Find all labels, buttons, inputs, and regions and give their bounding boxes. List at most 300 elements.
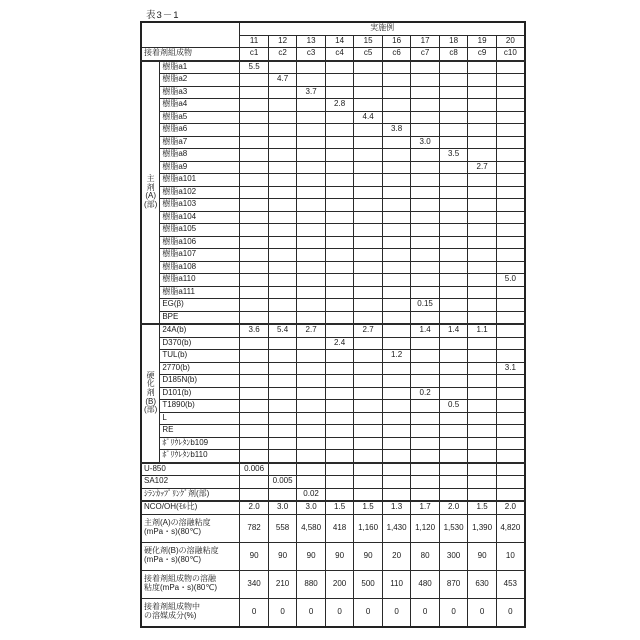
value-cell bbox=[354, 286, 383, 299]
value-cell: 3.7 bbox=[297, 86, 326, 99]
value-cell: 2.0 bbox=[240, 501, 269, 514]
value-cell: 0 bbox=[411, 598, 440, 627]
value-cell bbox=[325, 61, 354, 74]
value-cell bbox=[268, 211, 297, 224]
table-row bbox=[141, 286, 525, 299]
table-row bbox=[141, 350, 525, 363]
example-number: 13 bbox=[297, 35, 326, 48]
value-cell: 0.006 bbox=[240, 463, 269, 476]
value-cell: 10 bbox=[496, 542, 525, 570]
value-cell: 2.0 bbox=[439, 501, 468, 514]
value-cell bbox=[411, 86, 440, 99]
value-cell bbox=[268, 61, 297, 74]
value-cell bbox=[439, 286, 468, 299]
value-cell bbox=[325, 437, 354, 450]
value-cell bbox=[354, 261, 383, 274]
example-number: 18 bbox=[439, 35, 468, 48]
value-cell bbox=[240, 476, 269, 489]
value-cell: 1.5 bbox=[325, 501, 354, 514]
value-cell bbox=[411, 476, 440, 489]
row-label: 樹脂a7 bbox=[160, 136, 240, 149]
value-cell bbox=[439, 161, 468, 174]
value-cell bbox=[382, 375, 411, 388]
example-number: 11 bbox=[240, 35, 269, 48]
value-cell bbox=[439, 437, 468, 450]
value-cell bbox=[268, 463, 297, 476]
table-row bbox=[141, 501, 525, 514]
table-row bbox=[141, 598, 525, 627]
value-cell bbox=[411, 211, 440, 224]
value-cell bbox=[268, 199, 297, 212]
table-row bbox=[141, 149, 525, 162]
value-cell: 5.4 bbox=[268, 324, 297, 337]
value-cell bbox=[240, 437, 269, 450]
value-cell bbox=[382, 488, 411, 501]
row-label: L bbox=[160, 412, 240, 425]
table-row bbox=[141, 542, 525, 570]
value-cell bbox=[354, 476, 383, 489]
value-cell bbox=[297, 437, 326, 450]
value-cell bbox=[240, 337, 269, 350]
row-label: 樹脂a101 bbox=[160, 174, 240, 187]
value-cell bbox=[411, 286, 440, 299]
value-cell: 1.1 bbox=[468, 324, 497, 337]
value-cell bbox=[468, 311, 497, 324]
value-cell bbox=[297, 412, 326, 425]
table-row bbox=[141, 570, 525, 598]
value-cell bbox=[496, 211, 525, 224]
value-cell bbox=[382, 286, 411, 299]
value-cell bbox=[297, 174, 326, 187]
value-cell bbox=[325, 236, 354, 249]
value-cell bbox=[496, 476, 525, 489]
value-cell: 0.15 bbox=[411, 299, 440, 312]
value-cell: 500 bbox=[354, 570, 383, 598]
value-cell bbox=[268, 437, 297, 450]
value-cell: 2.7 bbox=[297, 324, 326, 337]
value-cell bbox=[496, 299, 525, 312]
value-cell bbox=[382, 311, 411, 324]
value-cell: 0.005 bbox=[268, 476, 297, 489]
value-cell bbox=[240, 362, 269, 375]
value-cell bbox=[297, 362, 326, 375]
value-cell bbox=[411, 236, 440, 249]
value-cell: 210 bbox=[268, 570, 297, 598]
value-cell bbox=[468, 476, 497, 489]
composition-code: c2 bbox=[268, 48, 297, 61]
value-cell bbox=[325, 161, 354, 174]
table-row bbox=[141, 124, 525, 137]
value-cell bbox=[439, 350, 468, 363]
value-cell: 1.4 bbox=[411, 324, 440, 337]
value-cell bbox=[382, 299, 411, 312]
value-cell bbox=[297, 186, 326, 199]
value-cell bbox=[325, 249, 354, 262]
value-cell: 880 bbox=[297, 570, 326, 598]
section-label: 主剤(A) (部) bbox=[141, 61, 160, 325]
table-body bbox=[141, 61, 525, 627]
value-cell bbox=[468, 463, 497, 476]
value-cell bbox=[325, 286, 354, 299]
value-cell bbox=[268, 261, 297, 274]
value-cell: 1,430 bbox=[382, 514, 411, 542]
row-label: 接着剤組成物の溶融 粘度(mPa・s)(80℃) bbox=[141, 570, 240, 598]
value-cell: 1,120 bbox=[411, 514, 440, 542]
value-cell bbox=[297, 337, 326, 350]
value-cell bbox=[468, 286, 497, 299]
value-cell: 0 bbox=[240, 598, 269, 627]
table-row bbox=[141, 274, 525, 287]
table-row bbox=[141, 186, 525, 199]
value-cell bbox=[268, 450, 297, 463]
value-cell bbox=[268, 86, 297, 99]
value-cell bbox=[439, 450, 468, 463]
row-label: SA102 bbox=[141, 476, 240, 489]
value-cell bbox=[496, 488, 525, 501]
row-label: 樹脂a108 bbox=[160, 261, 240, 274]
value-cell bbox=[439, 337, 468, 350]
row-label: ﾎﾟﾘｳﾚﾀﾝb110 bbox=[160, 450, 240, 463]
value-cell bbox=[411, 99, 440, 112]
value-cell bbox=[496, 400, 525, 413]
row-label: 樹脂a3 bbox=[160, 86, 240, 99]
value-cell: 4,820 bbox=[496, 514, 525, 542]
value-cell bbox=[468, 224, 497, 237]
value-cell bbox=[382, 274, 411, 287]
value-cell bbox=[468, 375, 497, 388]
value-cell bbox=[439, 299, 468, 312]
value-cell bbox=[354, 174, 383, 187]
value-cell bbox=[468, 149, 497, 162]
value-cell bbox=[411, 375, 440, 388]
row-label: 主剤(A)の溶融粘度 (mPa・s)(80℃) bbox=[141, 514, 240, 542]
value-cell: 870 bbox=[439, 570, 468, 598]
value-cell: 20 bbox=[382, 542, 411, 570]
value-cell bbox=[382, 400, 411, 413]
row-label: 樹脂a110 bbox=[160, 274, 240, 287]
value-cell bbox=[240, 224, 269, 237]
value-cell bbox=[496, 186, 525, 199]
value-cell bbox=[411, 111, 440, 124]
value-cell bbox=[240, 488, 269, 501]
value-cell bbox=[468, 124, 497, 137]
example-number: 15 bbox=[354, 35, 383, 48]
corner-cell bbox=[141, 22, 240, 48]
value-cell bbox=[240, 99, 269, 112]
value-cell bbox=[325, 387, 354, 400]
value-cell bbox=[382, 199, 411, 212]
value-cell bbox=[439, 211, 468, 224]
value-cell bbox=[382, 74, 411, 87]
value-cell bbox=[468, 350, 497, 363]
value-cell bbox=[439, 274, 468, 287]
value-cell bbox=[382, 136, 411, 149]
value-cell bbox=[297, 299, 326, 312]
value-cell bbox=[297, 99, 326, 112]
value-cell bbox=[439, 199, 468, 212]
value-cell bbox=[268, 249, 297, 262]
value-cell bbox=[297, 61, 326, 74]
value-cell bbox=[439, 61, 468, 74]
value-cell bbox=[411, 124, 440, 137]
value-cell: 3.0 bbox=[297, 501, 326, 514]
value-cell: 5.0 bbox=[496, 274, 525, 287]
composition-code: c9 bbox=[468, 48, 497, 61]
value-cell bbox=[297, 124, 326, 137]
value-cell bbox=[411, 274, 440, 287]
value-cell bbox=[297, 261, 326, 274]
value-cell: 480 bbox=[411, 570, 440, 598]
value-cell bbox=[240, 311, 269, 324]
example-number: 16 bbox=[382, 35, 411, 48]
row-label: 硬化剤(B)の溶融粘度 (mPa・s)(80℃) bbox=[141, 542, 240, 570]
value-cell bbox=[496, 375, 525, 388]
value-cell bbox=[382, 463, 411, 476]
value-cell bbox=[354, 425, 383, 438]
table-row bbox=[141, 249, 525, 262]
value-cell bbox=[297, 224, 326, 237]
table-row bbox=[141, 61, 525, 74]
value-cell bbox=[268, 111, 297, 124]
value-cell bbox=[382, 224, 411, 237]
value-cell: 0 bbox=[297, 598, 326, 627]
value-cell bbox=[240, 174, 269, 187]
value-cell: 0 bbox=[382, 598, 411, 627]
value-cell bbox=[382, 425, 411, 438]
value-cell bbox=[268, 400, 297, 413]
value-cell bbox=[468, 362, 497, 375]
value-cell bbox=[240, 261, 269, 274]
examples-group-label: 実施例 bbox=[240, 22, 525, 35]
row-label: RE bbox=[160, 425, 240, 438]
example-number: 14 bbox=[325, 35, 354, 48]
value-cell bbox=[268, 136, 297, 149]
value-cell bbox=[468, 74, 497, 87]
value-cell bbox=[240, 186, 269, 199]
row-label: EG(β) bbox=[160, 299, 240, 312]
value-cell bbox=[354, 488, 383, 501]
value-cell bbox=[496, 324, 525, 337]
value-cell: 200 bbox=[325, 570, 354, 598]
composition-code: c7 bbox=[411, 48, 440, 61]
value-cell: 1.5 bbox=[468, 501, 497, 514]
table-row bbox=[141, 74, 525, 87]
value-cell bbox=[496, 61, 525, 74]
value-cell: 1.5 bbox=[354, 501, 383, 514]
value-cell bbox=[468, 387, 497, 400]
value-cell bbox=[268, 174, 297, 187]
value-cell: 558 bbox=[268, 514, 297, 542]
value-cell bbox=[268, 350, 297, 363]
value-cell: 300 bbox=[439, 542, 468, 570]
value-cell bbox=[354, 74, 383, 87]
value-cell bbox=[325, 274, 354, 287]
value-cell: 630 bbox=[468, 570, 497, 598]
row-label: U-850 bbox=[141, 463, 240, 476]
row-label: T1890(b) bbox=[160, 400, 240, 413]
composition-code: c8 bbox=[439, 48, 468, 61]
row-label: 樹脂a2 bbox=[160, 74, 240, 87]
table-row bbox=[141, 450, 525, 463]
value-cell bbox=[382, 387, 411, 400]
value-cell bbox=[325, 86, 354, 99]
value-cell bbox=[325, 375, 354, 388]
value-cell bbox=[382, 450, 411, 463]
value-cell bbox=[297, 111, 326, 124]
value-cell bbox=[268, 124, 297, 137]
row-label: 樹脂a106 bbox=[160, 236, 240, 249]
value-cell: 90 bbox=[325, 542, 354, 570]
value-cell bbox=[240, 211, 269, 224]
value-cell bbox=[439, 261, 468, 274]
value-cell bbox=[297, 387, 326, 400]
value-cell bbox=[496, 463, 525, 476]
value-cell bbox=[297, 286, 326, 299]
table-row bbox=[141, 86, 525, 99]
row-label: 樹脂a6 bbox=[160, 124, 240, 137]
row-label: 接着剤組成物中 の溶媒成分(%) bbox=[141, 598, 240, 627]
value-cell: 0 bbox=[468, 598, 497, 627]
value-cell bbox=[496, 236, 525, 249]
value-cell bbox=[354, 61, 383, 74]
value-cell bbox=[268, 375, 297, 388]
value-cell: 0.02 bbox=[297, 488, 326, 501]
value-cell bbox=[297, 350, 326, 363]
value-cell bbox=[240, 400, 269, 413]
value-cell bbox=[268, 149, 297, 162]
example-number: 17 bbox=[411, 35, 440, 48]
composition-code: c1 bbox=[240, 48, 269, 61]
value-cell bbox=[240, 136, 269, 149]
row-label: NCO/OH(ﾓﾙ比) bbox=[141, 501, 240, 514]
value-cell bbox=[496, 425, 525, 438]
value-cell bbox=[439, 111, 468, 124]
value-cell bbox=[354, 249, 383, 262]
value-cell bbox=[354, 362, 383, 375]
value-cell bbox=[411, 311, 440, 324]
table-row bbox=[141, 412, 525, 425]
row-label: 樹脂a103 bbox=[160, 199, 240, 212]
value-cell bbox=[411, 74, 440, 87]
value-cell bbox=[496, 74, 525, 87]
table-row bbox=[141, 400, 525, 413]
value-cell bbox=[439, 412, 468, 425]
table-row bbox=[141, 224, 525, 237]
value-cell: 3.6 bbox=[240, 324, 269, 337]
value-cell bbox=[268, 99, 297, 112]
table-row bbox=[141, 324, 525, 337]
value-cell: 3.0 bbox=[268, 501, 297, 514]
value-cell bbox=[411, 437, 440, 450]
value-cell bbox=[325, 476, 354, 489]
value-cell bbox=[468, 186, 497, 199]
value-cell bbox=[439, 362, 468, 375]
value-cell: 90 bbox=[268, 542, 297, 570]
value-cell bbox=[297, 149, 326, 162]
value-cell bbox=[496, 412, 525, 425]
value-cell: 340 bbox=[240, 570, 269, 598]
row-label: TUL(b) bbox=[160, 350, 240, 363]
value-cell bbox=[297, 400, 326, 413]
value-cell bbox=[354, 387, 383, 400]
value-cell: 3.1 bbox=[496, 362, 525, 375]
value-cell: 110 bbox=[382, 570, 411, 598]
value-cell bbox=[240, 236, 269, 249]
value-cell bbox=[354, 412, 383, 425]
row-label: ｼﾗﾝｶｯﾌﾟﾘﾝｸﾞ剤(部) bbox=[141, 488, 240, 501]
value-cell bbox=[354, 437, 383, 450]
value-cell bbox=[468, 261, 497, 274]
value-cell bbox=[468, 488, 497, 501]
value-cell bbox=[297, 136, 326, 149]
value-cell bbox=[496, 387, 525, 400]
value-cell bbox=[496, 261, 525, 274]
table-row bbox=[141, 387, 525, 400]
row-label: 樹脂a1 bbox=[160, 61, 240, 74]
value-cell bbox=[468, 111, 497, 124]
row-label: 2770(b) bbox=[160, 362, 240, 375]
value-cell: 2.8 bbox=[325, 99, 354, 112]
value-cell bbox=[325, 412, 354, 425]
value-cell bbox=[354, 463, 383, 476]
value-cell bbox=[411, 400, 440, 413]
value-cell bbox=[297, 311, 326, 324]
value-cell: 3.0 bbox=[411, 136, 440, 149]
table-header bbox=[141, 22, 525, 61]
value-cell: 3.5 bbox=[439, 149, 468, 162]
value-cell bbox=[382, 249, 411, 262]
value-cell bbox=[439, 136, 468, 149]
value-cell: 1,530 bbox=[439, 514, 468, 542]
value-cell: 453 bbox=[496, 570, 525, 598]
value-cell bbox=[496, 174, 525, 187]
value-cell: 5.5 bbox=[240, 61, 269, 74]
table-row bbox=[141, 425, 525, 438]
value-cell bbox=[325, 299, 354, 312]
value-cell bbox=[325, 149, 354, 162]
value-cell bbox=[468, 211, 497, 224]
value-cell bbox=[411, 149, 440, 162]
table-row bbox=[141, 261, 525, 274]
value-cell bbox=[240, 86, 269, 99]
value-cell bbox=[468, 425, 497, 438]
value-cell bbox=[439, 186, 468, 199]
value-cell bbox=[496, 286, 525, 299]
row-label: ﾎﾟﾘｳﾚﾀﾝb109 bbox=[160, 437, 240, 450]
header-row bbox=[141, 22, 525, 35]
value-cell bbox=[325, 425, 354, 438]
value-cell bbox=[297, 375, 326, 388]
table-row bbox=[141, 375, 525, 388]
value-cell bbox=[439, 124, 468, 137]
value-cell bbox=[325, 111, 354, 124]
value-cell bbox=[240, 161, 269, 174]
value-cell bbox=[325, 174, 354, 187]
value-cell bbox=[382, 174, 411, 187]
value-cell bbox=[439, 249, 468, 262]
value-cell bbox=[268, 186, 297, 199]
value-cell: 4,580 bbox=[297, 514, 326, 542]
value-cell bbox=[297, 450, 326, 463]
value-cell bbox=[354, 400, 383, 413]
value-cell bbox=[411, 174, 440, 187]
value-cell bbox=[268, 412, 297, 425]
value-cell bbox=[325, 136, 354, 149]
table-row bbox=[141, 236, 525, 249]
value-cell bbox=[468, 412, 497, 425]
value-cell bbox=[468, 61, 497, 74]
row-label: 樹脂a111 bbox=[160, 286, 240, 299]
